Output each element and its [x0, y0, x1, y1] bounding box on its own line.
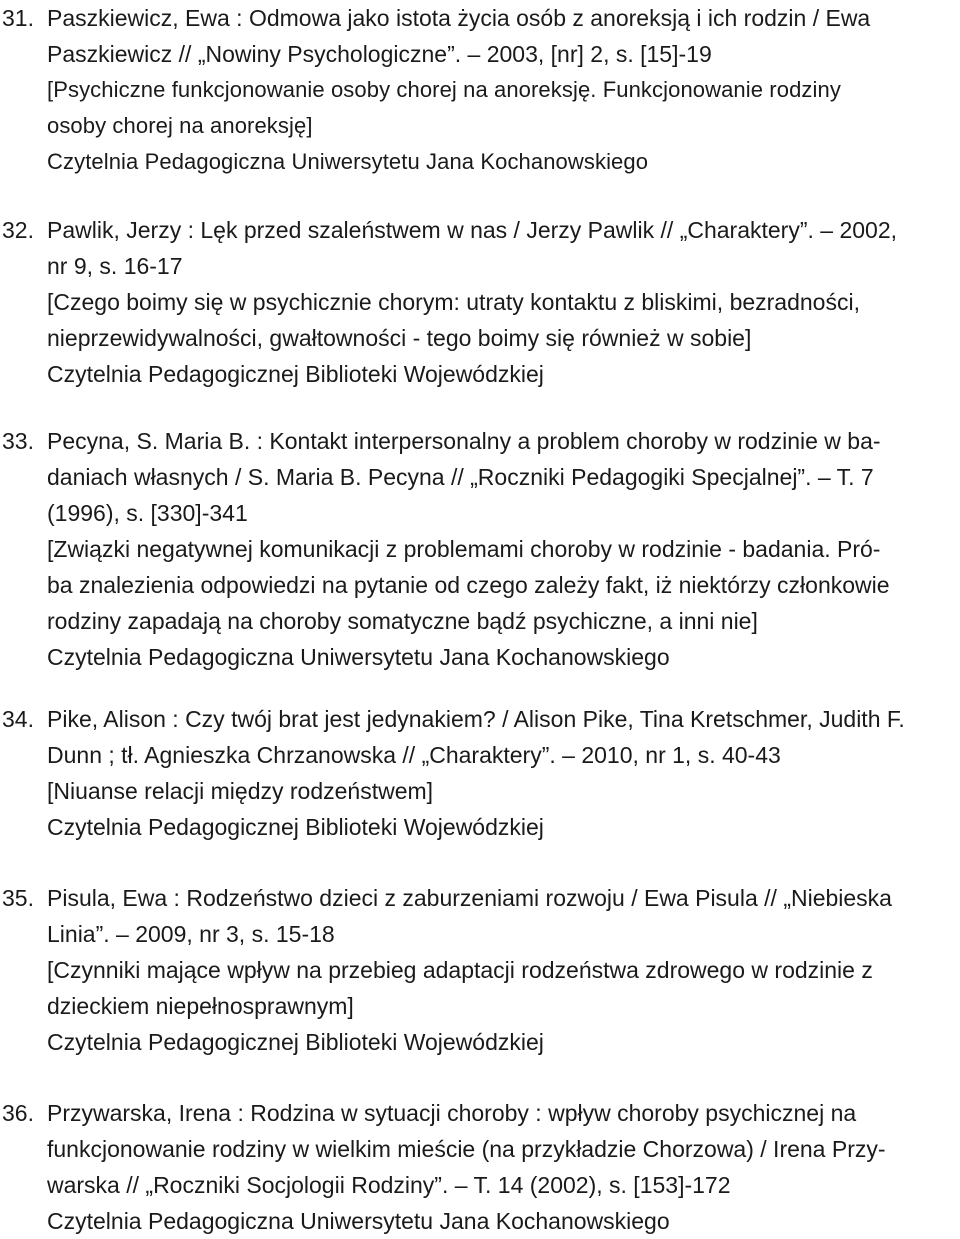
- entry-location: Czytelnia Pedagogiczna Uniwersytetu Jana Kochanowskiego: [47, 644, 670, 670]
- entry-source: warska // „Roczniki Socjologii Rodziny”. – T. 14 (2002), s. [153]-172: [47, 1172, 731, 1198]
- entry-number: 31.: [2, 5, 34, 31]
- entry-source: (1996), s. [330]-341: [47, 500, 248, 526]
- entry-annotation: dzieckiem niepełnosprawnym]: [47, 993, 354, 1019]
- entry-author-title: Pawlik, Jerzy : Lęk przed szaleństwem w nas / Jerzy Pawlik // „Charaktery”. – 2002,: [47, 217, 898, 243]
- entry-author-title: Pike, Alison : Czy twój brat jest jedynakiem? / Alison Pike, Tina Kretschmer, Judith F.: [47, 706, 905, 732]
- entry-author-title: Paszkiewicz, Ewa : Odmowa jako istota życia osób z anoreksją i ich rodzin / Ewa: [47, 5, 871, 31]
- entry-location: Czytelnia Pedagogicznej Biblioteki Wojewódzkiej: [47, 814, 544, 840]
- entry-location: Czytelnia Pedagogiczna Uniwersytetu Jana Kochanowskiego: [47, 1208, 670, 1234]
- entry-annotation: osoby chorej na anoreksję]: [47, 113, 313, 138]
- entry-location: Czytelnia Pedagogiczna Uniwersytetu Jana Kochanowskiego: [47, 149, 649, 174]
- entry-annotation: [Psychiczne funkcjonowanie osoby chorej na anoreksję. Funkcjonowanie rodziny: [47, 77, 841, 102]
- entry-author-title: Pecyna, S. Maria B. : Kontakt interpersonalny a problem choroby w rodzinie w ba-: [47, 428, 881, 454]
- entry-location: Czytelnia Pedagogicznej Biblioteki Wojewódzkiej: [47, 1029, 544, 1055]
- entry-annotation: [Niuanse relacji między rodzeństwem]: [47, 778, 434, 804]
- entry-source: Linia”. – 2009, nr 3, s. 15-18: [47, 921, 335, 947]
- entry-source: Dunn ; tł. Agnieszka Chrzanowska // „Charaktery”. – 2010, nr 1, s. 40-43: [47, 742, 781, 768]
- entry-annotation: nieprzewidywalności, gwałtowności - tego boimy się również w sobie]: [47, 325, 752, 351]
- entry-number: 32.: [2, 217, 34, 243]
- entry-annotation: ba znalezienia odpowiedzi na pytanie od czego zależy fakt, iż niektórzy członkowie: [47, 572, 890, 598]
- entry-source: Paszkiewicz // „Nowiny Psychologiczne”. – 2003, [nr] 2, s. [15]-19: [47, 41, 712, 67]
- entry-location: Czytelnia Pedagogicznej Biblioteki Wojewódzkiej: [47, 361, 544, 387]
- entry-number: 36.: [2, 1100, 34, 1126]
- entry-number: 33.: [2, 428, 34, 454]
- entry-annotation: [Czego boimy się w psychicznie chorym: utraty kontaktu z bliskimi, bezradności,: [47, 289, 860, 315]
- entry-number: 34.: [2, 706, 34, 732]
- entry-author-title: Przywarska, Irena : Rodzina w sytuacji choroby : wpływ choroby psychicznej na: [47, 1100, 857, 1126]
- entry-annotation: rodziny zapadają na choroby somatyczne bądź psychiczne, a inni nie]: [47, 608, 758, 634]
- entry-number: 35.: [2, 885, 34, 911]
- entry-source: nr 9, s. 16-17: [47, 253, 183, 279]
- entry-author-title: Pisula, Ewa : Rodzeństwo dzieci z zaburzeniami rozwoju / Ewa Pisula // „Niebieska: [47, 885, 892, 911]
- entry-author-title: funkcjonowanie rodziny w wielkim mieście (na przykładzie Chorzowa) / Irena Przy-: [47, 1136, 886, 1162]
- entry-source: daniach własnych / S. Maria B. Pecyna // „Roczniki Pedagogiki Specjalnej”. – T. 7: [47, 464, 874, 490]
- entry-annotation: [Czynniki mające wpływ na przebieg adaptacji rodzeństwa zdrowego w rodzinie z: [47, 957, 873, 983]
- entry-annotation: [Związki negatywnej komunikacji z problemami choroby w rodzinie - badania. Pró-: [47, 536, 881, 562]
